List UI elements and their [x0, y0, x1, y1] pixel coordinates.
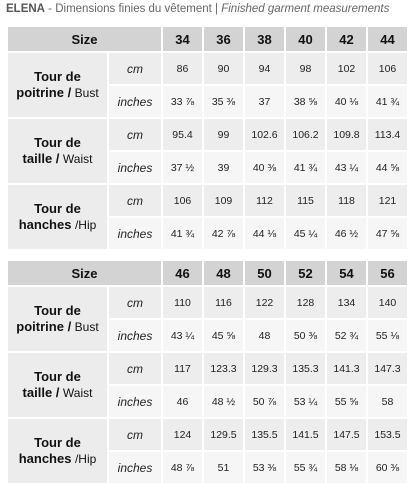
row-hip-cm [8, 185, 407, 216]
measure-label-english: Waist [62, 152, 93, 166]
inches-value-cell: 41 ¾ [368, 86, 407, 117]
cm-value-cell: 98 [286, 53, 325, 84]
inches-value-cell: 45 ⅝ [204, 320, 243, 351]
unit-inches: inches [109, 218, 161, 249]
cm-value-cell: 135.3 [286, 353, 325, 384]
cm-value-cell: 94 [245, 53, 284, 84]
size-column-header: Size [8, 27, 161, 51]
measure-label-french: Tour de [34, 201, 81, 216]
caption-english: Finished garment measurements [221, 3, 390, 15]
measure-label-english: /Hip [74, 218, 97, 232]
inches-value-cell: 43 ¼ [327, 152, 366, 183]
unit-cm: cm [109, 119, 161, 150]
measure-label-french: Tour de [34, 369, 81, 384]
measure-label-french: Tour de [34, 303, 81, 318]
inches-value-cell: 55 ¾ [286, 452, 325, 483]
cm-value-cell: 147.3 [368, 353, 407, 384]
measure-label-english: /Hip [74, 452, 97, 466]
cm-value-cell: 129.5 [204, 419, 243, 450]
cm-value-cell: 117 [163, 353, 202, 384]
cm-value-cell: 116 [204, 287, 243, 318]
cm-value-cell: 102.6 [245, 119, 284, 150]
cm-value-cell: 140 [368, 287, 407, 318]
cm-value-cell: 124 [163, 419, 202, 450]
size-header-cell: 52 [286, 261, 325, 285]
inches-value-cell: 35 ⅜ [204, 86, 243, 117]
measure-label-english: Bust [74, 86, 99, 100]
cm-value-cell: 99 [204, 119, 243, 150]
unit-inches: inches [109, 152, 161, 183]
size-header-cell: 36 [204, 27, 243, 51]
inches-value-cell: 58 ⅛ [327, 452, 366, 483]
inches-value-cell: 45 ¼ [286, 218, 325, 249]
caption-pipe: | [211, 3, 222, 15]
size-header-cell: 34 [163, 27, 202, 51]
measure-label-english: Bust [74, 320, 99, 334]
inches-value-cell: 53 ⅜ [245, 452, 284, 483]
inches-value-cell: 46 ½ [327, 218, 366, 249]
size-table-2 [6, 259, 409, 485]
size-header-cell: 40 [286, 27, 325, 51]
inches-value-cell: 39 [204, 152, 243, 183]
cm-value-cell: 109.8 [327, 119, 366, 150]
size-header-cell: 50 [245, 261, 284, 285]
inches-value-cell: 37 ½ [163, 152, 202, 183]
unit-cm: cm [109, 53, 161, 84]
cm-value-cell: 121 [368, 185, 407, 216]
measure-label-hip [8, 185, 107, 249]
size-header-cell: 42 [327, 27, 366, 51]
cm-value-cell: 106 [163, 185, 202, 216]
cm-value-cell: 122 [245, 287, 284, 318]
size-table-1 [6, 25, 409, 251]
inches-value-cell: 41 ¾ [286, 152, 325, 183]
measure-label-french: hanches [18, 217, 72, 232]
inches-value-cell: 46 [163, 386, 202, 417]
measure-label-french: Tour de [34, 435, 81, 450]
caption-separator: - [44, 3, 56, 15]
cm-value-cell: 110 [163, 287, 202, 318]
row-bust-cm [8, 287, 407, 318]
size-column-header: Size [8, 261, 161, 285]
caption-french: Dimensions finies du vêtement [55, 3, 212, 15]
inches-value-cell: 53 ¼ [286, 386, 325, 417]
size-header-cell: 38 [245, 27, 284, 51]
measure-label-waist [8, 119, 107, 183]
inches-value-cell: 52 ¾ [327, 320, 366, 351]
measure-label-waist [8, 353, 107, 417]
cm-value-cell: 129.3 [245, 353, 284, 384]
brand-name: ELENA [6, 3, 45, 15]
unit-cm: cm [109, 287, 161, 318]
size-header-cell: 46 [163, 261, 202, 285]
measure-label-english: Waist [62, 386, 93, 400]
cm-value-cell: 115 [286, 185, 325, 216]
cm-value-cell: 141.5 [286, 419, 325, 450]
unit-cm: cm [109, 185, 161, 216]
inches-value-cell: 43 ¼ [163, 320, 202, 351]
inches-value-cell: 48 ⅞ [163, 452, 202, 483]
inches-value-cell: 40 ⅜ [245, 152, 284, 183]
cm-value-cell: 112 [245, 185, 284, 216]
inches-value-cell: 33 ⅞ [163, 86, 202, 117]
cm-value-cell: 128 [286, 287, 325, 318]
inches-value-cell: 42 ⅞ [204, 218, 243, 249]
inches-value-cell: 41 ¾ [163, 218, 202, 249]
cm-value-cell: 135.5 [245, 419, 284, 450]
measure-label-french: poitrine / [16, 85, 72, 100]
cm-value-cell: 118 [327, 185, 366, 216]
inches-value-cell: 37 [245, 86, 284, 117]
inches-value-cell: 55 ⅝ [327, 386, 366, 417]
inches-value-cell: 60 ⅜ [368, 452, 407, 483]
unit-cm: cm [109, 419, 161, 450]
inches-value-cell: 40 ⅛ [327, 86, 366, 117]
measure-label-french: poitrine / [16, 319, 72, 334]
row-hip-cm [8, 419, 407, 450]
cm-value-cell: 106.2 [286, 119, 325, 150]
unit-inches: inches [109, 86, 161, 117]
measure-label-french: taille / [22, 385, 60, 400]
cm-value-cell: 153.5 [368, 419, 407, 450]
row-waist-cm [8, 119, 407, 150]
measure-label-hip [8, 419, 107, 483]
cm-value-cell: 147.5 [327, 419, 366, 450]
unit-cm: cm [109, 353, 161, 384]
inches-value-cell: 47 ⅝ [368, 218, 407, 249]
row-bust-cm [8, 53, 407, 84]
header-row [8, 261, 407, 285]
cm-value-cell: 109 [204, 185, 243, 216]
size-header-cell: 48 [204, 261, 243, 285]
size-header-cell: 56 [368, 261, 407, 285]
header-row [8, 27, 407, 51]
size-header-cell: 54 [327, 261, 366, 285]
inches-value-cell: 50 ⅜ [286, 320, 325, 351]
size-header-cell: 44 [368, 27, 407, 51]
inches-value-cell: 48 ½ [204, 386, 243, 417]
inches-value-cell: 50 ⅞ [245, 386, 284, 417]
page-caption [6, 3, 389, 15]
measure-label-bust [8, 53, 107, 117]
cm-value-cell: 134 [327, 287, 366, 318]
inches-value-cell: 55 ⅛ [368, 320, 407, 351]
inches-value-cell: 48 [245, 320, 284, 351]
inches-value-cell: 44 ⅝ [368, 152, 407, 183]
unit-inches: inches [109, 452, 161, 483]
cm-value-cell: 95.4 [163, 119, 202, 150]
cm-value-cell: 123.3 [204, 353, 243, 384]
inches-value-cell: 38 ⅝ [286, 86, 325, 117]
measure-label-french: Tour de [34, 135, 81, 150]
cm-value-cell: 106 [368, 53, 407, 84]
unit-inches: inches [109, 320, 161, 351]
measure-label-french: hanches [18, 451, 72, 466]
inches-value-cell: 44 ⅛ [245, 218, 284, 249]
measure-label-french: Tour de [34, 69, 81, 84]
row-waist-cm [8, 353, 407, 384]
cm-value-cell: 86 [163, 53, 202, 84]
cm-value-cell: 141.3 [327, 353, 366, 384]
cm-value-cell: 90 [204, 53, 243, 84]
cm-value-cell: 113.4 [368, 119, 407, 150]
inches-value-cell: 51 [204, 452, 243, 483]
inches-value-cell: 58 [368, 386, 407, 417]
cm-value-cell: 102 [327, 53, 366, 84]
measure-label-bust [8, 287, 107, 351]
unit-inches: inches [109, 386, 161, 417]
measure-label-french: taille / [22, 151, 60, 166]
